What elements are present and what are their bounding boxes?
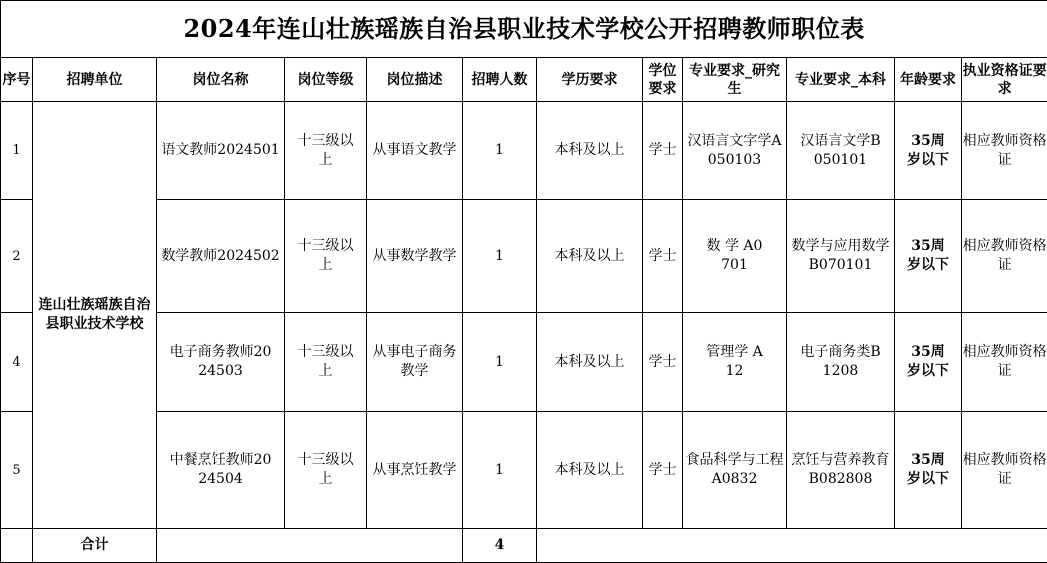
major-grad: 汉语言文字学A050103 bbox=[683, 102, 787, 200]
degree-req: 学士 bbox=[643, 313, 683, 412]
header-cert: 执业资格证要求 bbox=[962, 58, 1047, 102]
post-name: 中餐烹饪教师2024504 bbox=[157, 412, 285, 529]
header-major-ug: 专业要求_本科 bbox=[787, 58, 895, 102]
post-level: 十三级以上 bbox=[285, 313, 367, 412]
recruit-count: 1 bbox=[463, 200, 537, 313]
education-req: 本科及以上 bbox=[537, 200, 643, 313]
age-req: 35周岁以下 bbox=[895, 200, 962, 313]
education-req: 本科及以上 bbox=[537, 313, 643, 412]
post-desc: 从事电子商务教学 bbox=[367, 313, 463, 412]
header-unit: 招聘单位 bbox=[33, 58, 157, 102]
total-row bbox=[1, 529, 1047, 563]
header-post-level: 岗位等级 bbox=[285, 58, 367, 102]
post-level: 十三级以上 bbox=[285, 412, 367, 529]
age-req: 35周岁以下 bbox=[895, 412, 962, 529]
post-name: 电子商务教师2024503 bbox=[157, 313, 285, 412]
table-row bbox=[1, 102, 1047, 200]
education-req: 本科及以上 bbox=[537, 412, 643, 529]
total-empty-posts bbox=[157, 529, 463, 563]
header-post-name: 岗位名称 bbox=[157, 58, 285, 102]
header-seq: 序号 bbox=[1, 58, 33, 102]
header-post-desc: 岗位描述 bbox=[367, 58, 463, 102]
major-grad: 食品科学与工程A0832 bbox=[683, 412, 787, 529]
total-empty-seq bbox=[1, 529, 33, 563]
table-title: 2024年连山壮族瑶族自治县职业技术学校公开招聘教师职位表 bbox=[1, 1, 1047, 58]
age-req: 35周岁以下 bbox=[895, 102, 962, 200]
education-req: 本科及以上 bbox=[537, 102, 643, 200]
degree-req: 学士 bbox=[643, 102, 683, 200]
total-empty-requirements bbox=[537, 529, 1047, 563]
table-row bbox=[1, 313, 1047, 412]
recruit-count: 1 bbox=[463, 313, 537, 412]
header-age: 年龄要求 bbox=[895, 58, 962, 102]
degree-req: 学士 bbox=[643, 412, 683, 529]
row-seq: 4 bbox=[1, 313, 33, 412]
header-count: 招聘人数 bbox=[463, 58, 537, 102]
table-row bbox=[1, 412, 1047, 529]
major-ug: 电子商务类B1208 bbox=[787, 313, 895, 412]
table-row bbox=[1, 200, 1047, 313]
row-seq: 5 bbox=[1, 412, 33, 529]
age-req: 35周岁以下 bbox=[895, 313, 962, 412]
major-ug: 数学与应用数学B070101 bbox=[787, 200, 895, 313]
header-major-grad: 专业要求_研究生 bbox=[683, 58, 787, 102]
cert-req: 相应教师资格证 bbox=[962, 102, 1047, 200]
post-desc: 从事烹饪教学 bbox=[367, 412, 463, 529]
cert-req: 相应教师资格证 bbox=[962, 313, 1047, 412]
recruit-count: 1 bbox=[463, 102, 537, 200]
major-grad: 数 学 A0701 bbox=[683, 200, 787, 313]
major-grad: 管理学 A12 bbox=[683, 313, 787, 412]
post-name: 数学教师2024502 bbox=[157, 200, 285, 313]
recruit-count: 1 bbox=[463, 412, 537, 529]
post-desc: 从事数学教学 bbox=[367, 200, 463, 313]
recruiting-unit: 连山壮族瑶族自治县职业技术学校 bbox=[33, 102, 157, 529]
major-ug: 汉语言文学B050101 bbox=[787, 102, 895, 200]
major-ug: 烹饪与营养教育B082808 bbox=[787, 412, 895, 529]
cert-req: 相应教师资格证 bbox=[962, 412, 1047, 529]
total-count: 4 bbox=[463, 529, 537, 563]
header-row bbox=[1, 58, 1047, 102]
row-seq: 2 bbox=[1, 200, 33, 313]
cert-req: 相应教师资格证 bbox=[962, 200, 1047, 313]
total-label: 合计 bbox=[33, 529, 157, 563]
row-seq: 1 bbox=[1, 102, 33, 200]
post-desc: 从事语文教学 bbox=[367, 102, 463, 200]
header-education: 学历要求 bbox=[537, 58, 643, 102]
post-level: 十三级以上 bbox=[285, 102, 367, 200]
header-degree: 学位要求 bbox=[643, 58, 683, 102]
post-name: 语文教师2024501 bbox=[157, 102, 285, 200]
post-level: 十三级以上 bbox=[285, 200, 367, 313]
degree-req: 学士 bbox=[643, 200, 683, 313]
